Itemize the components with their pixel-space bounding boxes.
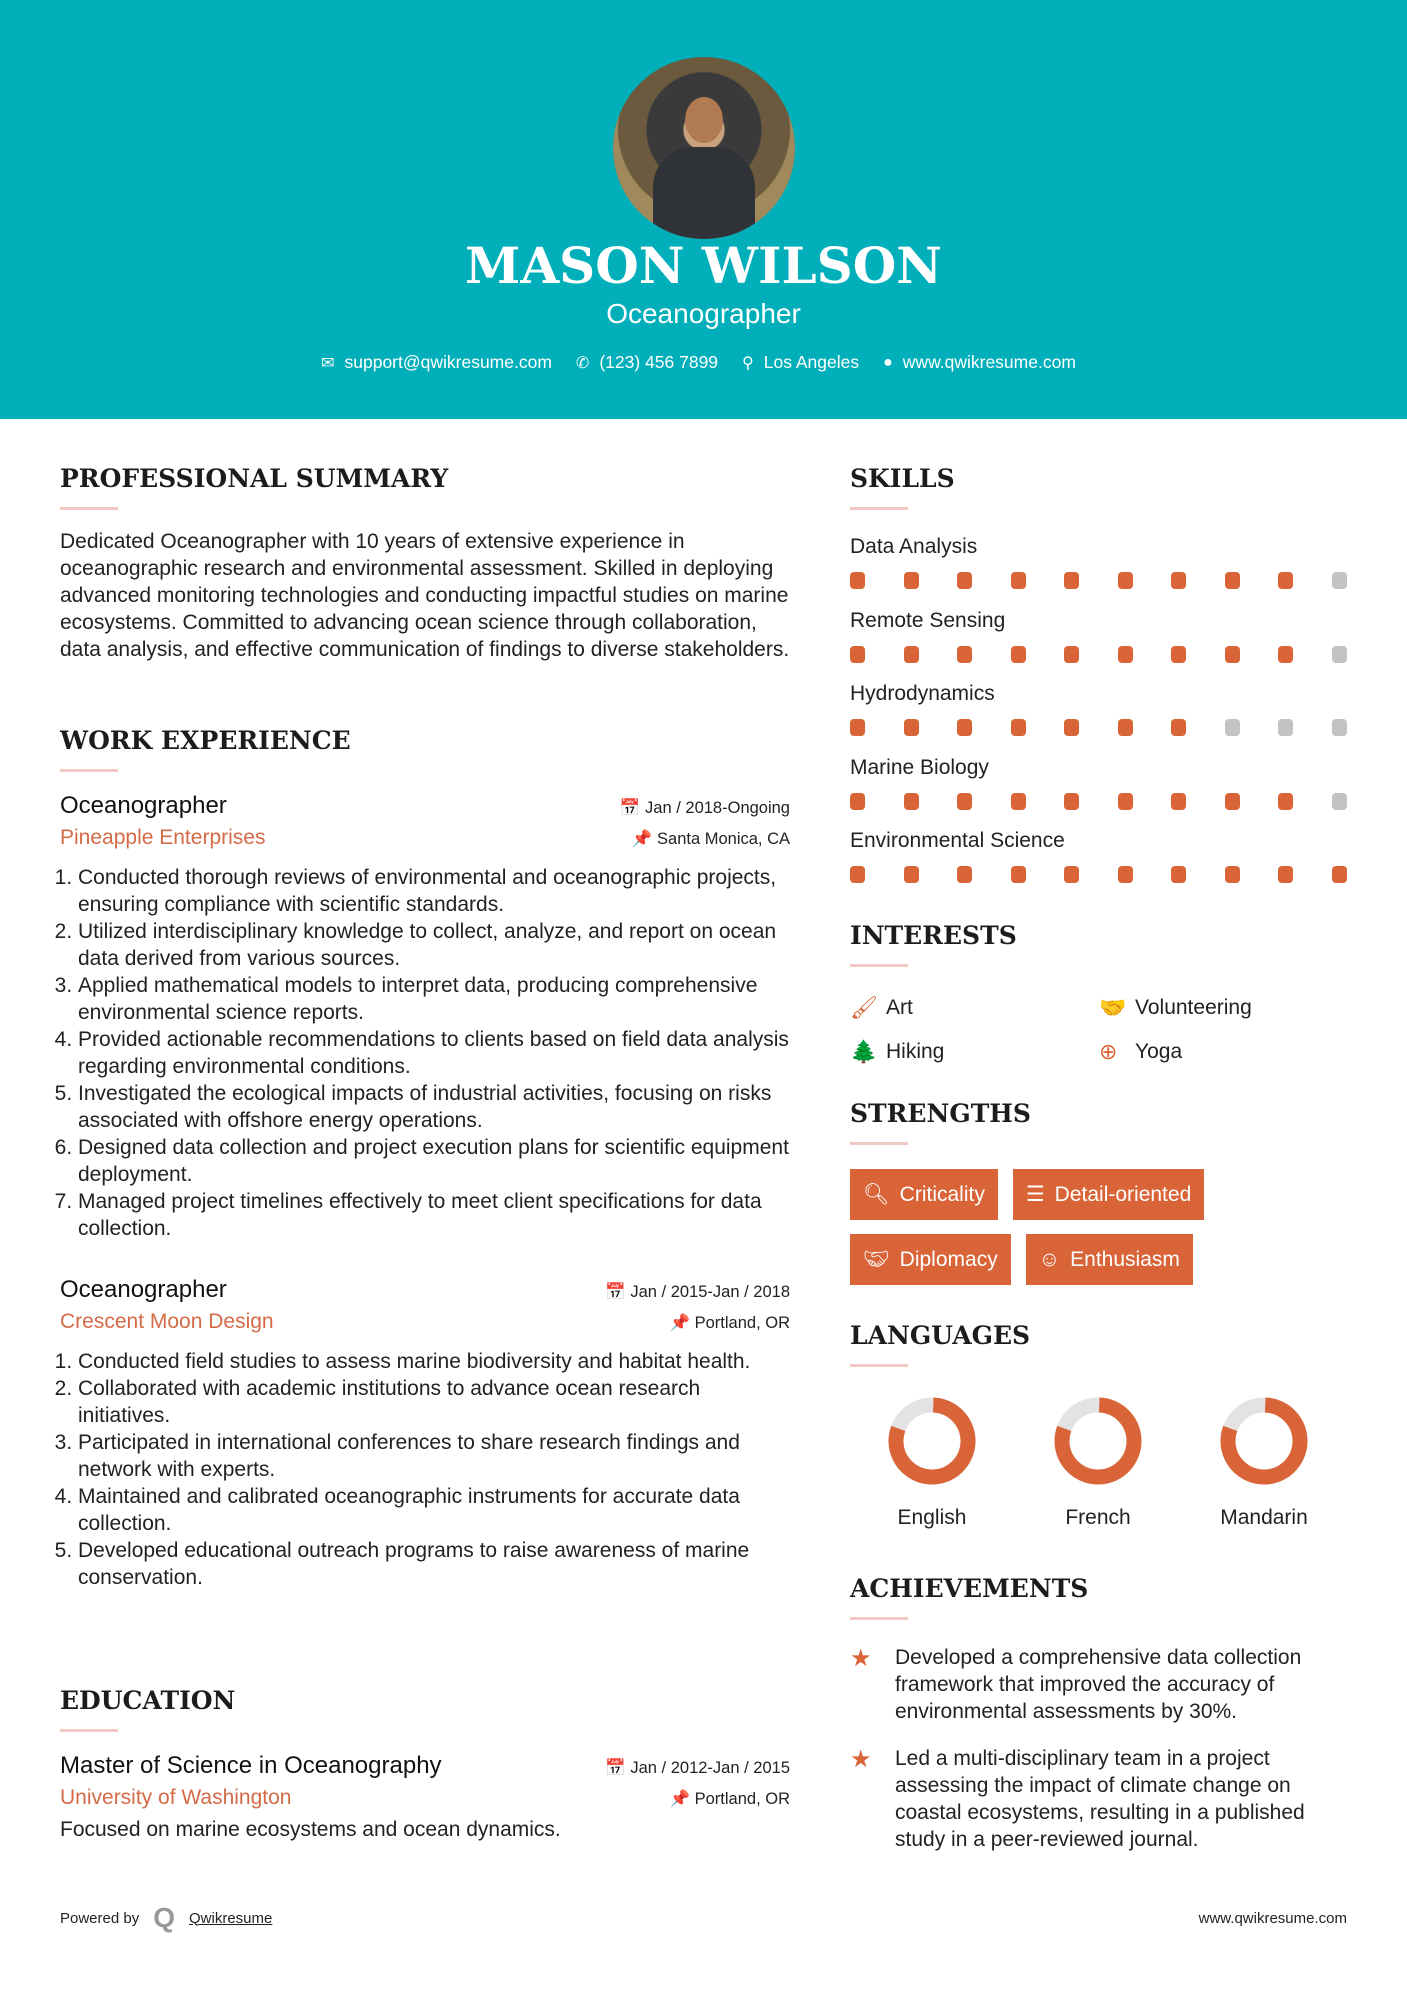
strength-tag: ☰ Detail-oriented: [1013, 1169, 1204, 1220]
footer-url[interactable]: www.qwikresume.com: [1198, 1909, 1347, 1927]
rating-dot: [904, 793, 919, 810]
rating-dot: [1011, 646, 1026, 663]
qwikresume-logo-icon: Q: [153, 1902, 175, 1933]
globe-icon: ●: [883, 353, 893, 371]
bullet-item: 5. Developed educational outreach programs to raise awareness of marine conservation.: [78, 1537, 790, 1591]
rating-dot: [1118, 646, 1133, 663]
interests-section: [850, 921, 1347, 1065]
skill-rating: [850, 866, 1347, 883]
pin-icon: 📌: [669, 1314, 691, 1332]
strength-tag: 🤝︎ Diplomacy: [850, 1234, 1011, 1285]
rating-dot: [1064, 572, 1079, 589]
skill-rating: [850, 572, 1347, 589]
rating-dot: [1225, 793, 1240, 810]
language-item: [1015, 1397, 1181, 1530]
profile-photo: [613, 57, 795, 239]
rating-dot: [957, 719, 972, 736]
achievement-item: ★ Led a multi-disciplinary team in a project assessing the impact of climate change on coastal ecosystems, resulting in a published study in a peer-reviewed journal.: [850, 1746, 1305, 1851]
location-text: Los Angeles: [763, 352, 860, 372]
rating-dot: [957, 572, 972, 589]
candidate-name: MASON WILSON: [465, 236, 942, 295]
interest-item: ⊕ Yoga: [1099, 1039, 1183, 1064]
rating-dot: [904, 719, 919, 736]
footer: [60, 1902, 1347, 1934]
school-name: University of Washington: [60, 1786, 292, 1809]
heading-underline: [850, 1617, 908, 1620]
rating-dot: [904, 866, 919, 883]
job-location: 📌 Santa Monica, CA: [631, 830, 790, 848]
envelope-icon: ✉: [321, 354, 335, 372]
rating-dot: [850, 793, 865, 810]
skill-rating: [850, 793, 1347, 810]
rating-dot: [957, 793, 972, 810]
header: [0, 0, 1407, 419]
lifering-icon: ⊕: [1099, 1039, 1118, 1064]
language-donut: [1220, 1397, 1308, 1485]
email-link[interactable]: support@qwikresume.com: [344, 352, 552, 372]
bullet-item: 1. Conducted field studies to assess marine biodiversity and habitat health.: [78, 1348, 790, 1375]
section-heading: PROFESSIONAL SUMMARY: [60, 464, 449, 493]
language-donut: [888, 1397, 976, 1485]
heading-underline: [850, 507, 908, 510]
rating-dot: [1064, 866, 1079, 883]
language-item: [849, 1397, 1015, 1530]
rating-dot: [1011, 719, 1026, 736]
job-entry: [60, 1276, 790, 1591]
language-name: Mandarin: [1220, 1506, 1308, 1529]
rating-dot: [957, 646, 972, 663]
skill-item: [850, 680, 1347, 754]
rating-dot: [1171, 793, 1186, 810]
rating-dot: [1064, 719, 1079, 736]
company-name: Crescent Moon Design: [60, 1310, 274, 1333]
paintbrush-icon: 🖌: [850, 995, 878, 1020]
pin-icon: 📌: [631, 830, 653, 848]
section-heading: SKILLS: [850, 464, 955, 493]
strength-tag: ☺ Enthusiasm: [1026, 1234, 1193, 1285]
section-heading: INTERESTS: [850, 921, 1017, 950]
job-date: 📅 Jan / 2018-Ongoing: [619, 799, 790, 817]
section-heading: ACHIEVEMENTS: [850, 1574, 1089, 1603]
rating-dot: [1225, 646, 1240, 663]
job-date: 📅 Jan / 2015-Jan / 2018: [605, 1283, 790, 1301]
rating-dot: [1064, 793, 1079, 810]
star-icon: ★: [850, 1645, 872, 1672]
skill-rating: [850, 719, 1347, 736]
skills-section: [850, 464, 1347, 901]
language-donut: [1054, 1397, 1142, 1485]
rating-dot: [850, 572, 865, 589]
bullet-item: 2. Utilized interdisciplinary knowledge to collect, analyze, and report on ocean data derived from various sources.: [78, 918, 790, 972]
handshake-icon: 🤝: [1099, 995, 1127, 1020]
skill-name: Environmental Science: [850, 829, 1065, 853]
map-pin-icon: ⚲: [742, 354, 754, 372]
rating-dot: [1278, 866, 1293, 883]
education-date: 📅 Jan / 2012-Jan / 2015: [605, 1759, 790, 1777]
rating-dot: [1225, 572, 1240, 589]
bullet-item: 1. Conducted thorough reviews of environmental and oceanographic projects, ensuring compliance with scientific standards.: [78, 864, 790, 918]
strengths-section: [850, 1099, 1347, 1285]
skill-name: Data Analysis: [850, 535, 978, 558]
job-bullets: [60, 864, 790, 1242]
heading-underline: [60, 1729, 118, 1732]
bullet-item: 5. Investigated the ecological impacts of industrial activities, focusing on risks associated with offshore energy operations.: [78, 1080, 790, 1134]
job-location: 📌 Portland, OR: [669, 1314, 790, 1332]
rating-dot: [1278, 793, 1293, 810]
skill-name: Remote Sensing: [850, 608, 1006, 632]
rating-dot: [1171, 719, 1186, 736]
rating-dot: [1118, 866, 1133, 883]
degree-title: Master of Science in Oceanography: [60, 1752, 442, 1779]
section-heading: LANGUAGES: [850, 1321, 1031, 1350]
bullet-item: 7. Managed project timelines effectively to meet client specifications for data collection.: [78, 1188, 790, 1242]
section-heading: STRENGTHS: [850, 1099, 1031, 1128]
rating-dot: [850, 866, 865, 883]
heading-underline: [850, 964, 908, 967]
section-heading: EDUCATION: [60, 1686, 236, 1715]
education-location: 📌 Portland, OR: [669, 1790, 790, 1808]
interest-item: 🖌 Art: [850, 995, 913, 1020]
rating-dot: [1011, 866, 1026, 883]
search-icon: 🔍︎: [863, 1182, 890, 1206]
strength-tag: 🔍︎ Criticality: [850, 1169, 998, 1220]
skill-name: Marine Biology: [850, 755, 989, 779]
rating-dot: [957, 866, 972, 883]
calendar-icon: 📅: [605, 1283, 626, 1301]
skill-item: [850, 533, 1347, 607]
company-name: Pineapple Enterprises: [60, 826, 266, 849]
skill-item: [850, 607, 1347, 681]
job-title: Oceanographer: [60, 792, 227, 819]
achievements-section: [850, 1574, 1347, 1853]
bullet-item: 4. Provided actionable recommendations to clients based on field data analysis regarding environmental conditions.: [78, 1026, 790, 1080]
rating-dot: [1118, 719, 1133, 736]
rating-dot: [1171, 646, 1186, 663]
rating-dot: [904, 646, 919, 663]
phone-icon: ✆: [575, 354, 590, 372]
heading-underline: [60, 769, 118, 772]
skill-name: Hydrodynamics: [850, 682, 995, 706]
rating-dot: [850, 646, 865, 663]
summary-section: [60, 464, 790, 663]
rating-dot: [1332, 719, 1347, 736]
achievement-item: ★ Developed a comprehensive data collection framework that improved the accuracy of environmental assessments by 30%.: [850, 1645, 1302, 1723]
section-heading: WORK EXPERIENCE: [60, 726, 351, 755]
skill-item: [850, 754, 1347, 828]
rating-dot: [850, 719, 865, 736]
bullet-item: 4. Maintained and calibrated oceanographic instruments for accurate data collection.: [78, 1483, 790, 1537]
calendar-icon: 📅: [619, 799, 641, 817]
rating-dot: [1332, 793, 1347, 810]
job-title: Oceanographer: [60, 1276, 227, 1303]
languages-section: [850, 1321, 1347, 1530]
rating-dot: [1278, 646, 1293, 663]
interest-item: 🤝 Volunteering: [1099, 995, 1252, 1020]
candidate-title: Oceanographer: [606, 298, 801, 329]
job-bullets: [60, 1348, 790, 1591]
rating-dot: [1011, 572, 1026, 589]
rating-dot: [1278, 572, 1293, 589]
rating-dot: [1332, 572, 1347, 589]
phone-text: (123) 456 7899: [599, 352, 719, 372]
rating-dot: [1225, 719, 1240, 736]
rating-dot: [1118, 793, 1133, 810]
skill-item: [850, 827, 1347, 901]
skill-rating: [850, 646, 1347, 663]
rating-dot: [904, 572, 919, 589]
interest-item: 🌲 Hiking: [850, 1039, 945, 1064]
bullet-item: 3. Applied mathematical models to interpret data, producing comprehensive environmental science reports.: [78, 972, 790, 1026]
rating-dot: [1278, 719, 1293, 736]
handshake-icon: 🤝︎: [863, 1247, 890, 1271]
star-icon: ★: [850, 1746, 872, 1773]
smile-icon: ☺: [1038, 1247, 1061, 1271]
rating-dot: [1225, 866, 1240, 883]
job-entry: [60, 792, 790, 1242]
language-item: [1181, 1397, 1347, 1530]
heading-underline: [850, 1142, 908, 1145]
bullet-item: 6. Designed data collection and project execution plans for scientific equipment deployment.: [78, 1134, 790, 1188]
heading-underline: [60, 507, 118, 510]
bullet-item: 2. Collaborated with academic institutions to advance ocean research initiatives.: [78, 1375, 790, 1429]
website-link[interactable]: www.qwikresume.com: [902, 352, 1076, 372]
rating-dot: [1332, 646, 1347, 663]
rating-dot: [1118, 572, 1133, 589]
brand-link[interactable]: Qwikresume: [189, 1909, 273, 1927]
bullet-item: 3. Participated in international conferences to share research findings and network with experts.: [78, 1429, 790, 1483]
rating-dot: [1171, 866, 1186, 883]
tree-icon: 🌲: [850, 1039, 878, 1064]
work-section: [60, 726, 790, 1591]
heading-underline: [850, 1364, 908, 1367]
rating-dot: [1064, 646, 1079, 663]
rating-dot: [1171, 572, 1186, 589]
contact-bar: [0, 352, 1407, 373]
summary-text: Dedicated Oceanographer with 10 years of extensive experience in oceanographic research and environmental assessment. Skilled in deploying advanced monitoring technologies and conducting impactful studies on marine ecosystems. Committed to advancing ocean science through collaboration, data analysis, and effective communication of findings to diverse stakeholders.: [60, 530, 790, 661]
education-desc: Focused on marine ecosystems and ocean dynamics.: [60, 1818, 561, 1841]
education-section: [60, 1686, 790, 1843]
powered-by-text: Powered by: [60, 1909, 140, 1927]
list-icon: ☰: [1025, 1183, 1045, 1206]
language-name: English: [897, 1506, 967, 1529]
rating-dot: [1332, 866, 1347, 883]
language-name: French: [1065, 1506, 1131, 1529]
rating-dot: [1011, 793, 1026, 810]
